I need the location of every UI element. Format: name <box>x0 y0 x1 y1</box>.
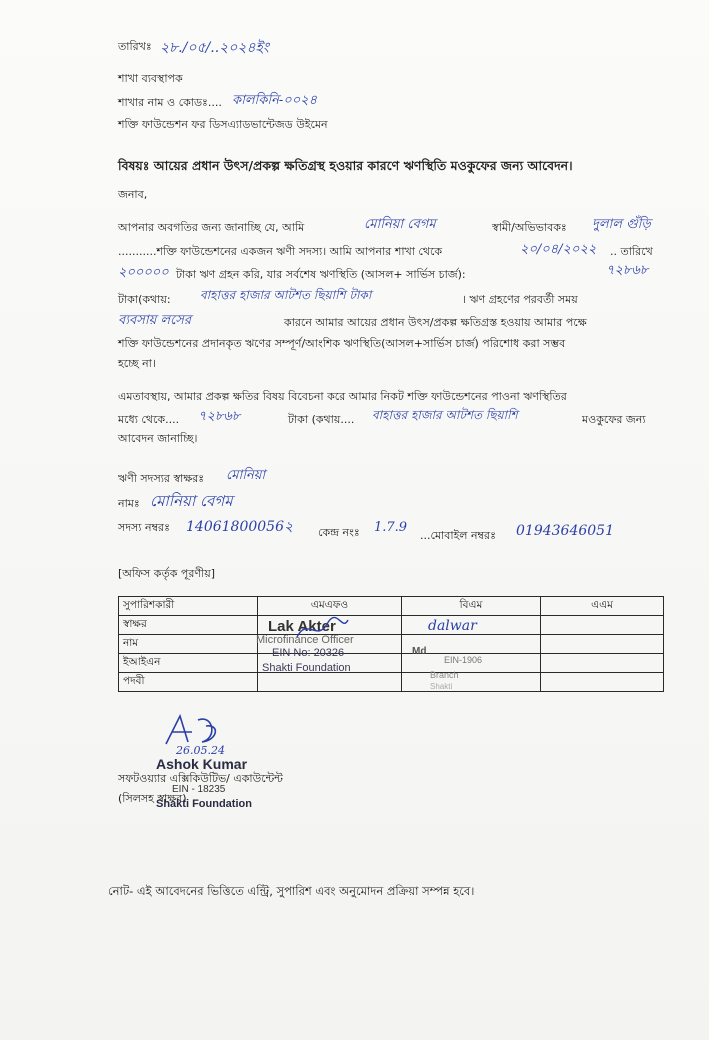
branch-value: কালকিনি-০০২৪ <box>232 93 318 108</box>
mobile-label: ...মোবাইল নম্বরঃ <box>420 529 496 542</box>
subject-line: বিষয়ঃ আয়ের প্রধান উৎস/প্রকল্প ক্ষতিগ্রস্থ হওয়ার কারণে ঋণস্থিতি মওকুফের জন্য আবেদন। <box>118 158 573 173</box>
mfo-stamp-org: Shakti Foundation <box>262 662 351 674</box>
date-suffix: .. তারিখে <box>610 245 653 258</box>
guardian-handwritten: দুলাল গুঁড়ি <box>592 217 651 232</box>
col-header: বিএম <box>402 597 541 616</box>
row-label: ইআইএন <box>119 654 258 673</box>
para1-line2: ...........শক্তি ফাউন্ডেশনের একজন ঋণী সদস্য। আমি আপনার শাখা থেকে <box>118 245 443 258</box>
accountant-sign-date: 26.05.24 <box>176 744 225 757</box>
member-signature-label: ঋণী সদস্যর স্বাক্ষরঃ <box>118 472 205 485</box>
branch-label: শাখার নাম ও কোডঃ.... <box>118 96 222 109</box>
row-label: পদবী <box>119 673 258 692</box>
para1-line5: কারনে আমার আয়ের প্রধান উৎস/প্রকল্প ক্ষতিগ্রস্ত হওয়ায় আমার পক্ষে <box>284 316 587 329</box>
col-header: এএম <box>541 597 664 616</box>
center-label: কেন্দ্র নংঃ <box>318 526 360 539</box>
accountant-seal-note: (সিলসহ স্বাক্ষর) <box>118 792 187 805</box>
para1-line6: শক্তি ফাউন্ডেশনের প্রদানকৃত ঋণের সম্পূর্ণ/আংশিক ঋণস্থিতি(আসল+সার্ভিস চার্জ) পরিশোধ করা সম্ভব <box>118 337 566 350</box>
table-row <box>119 673 664 692</box>
balance-handwritten: ৭২৮৬৮ <box>606 263 649 278</box>
table-row <box>119 616 664 635</box>
mfo-stamp-name: Lak Akter <box>268 618 336 635</box>
table-row <box>119 654 664 673</box>
footer-note: নোট- এই আবেদনের ভিত্তিতে এন্ট্রি, সুপারিশ এবং অনুমোদন প্রক্রিয়া সম্পন্ন হবে। <box>108 884 475 898</box>
reason-handwritten: ব্যবসায় লসের <box>118 313 192 328</box>
member-name-value: মোনিয়া বেগম <box>150 492 233 510</box>
waiver-words-handwritten: বাহাত্তর হাজার আটশত ছিয়াশি <box>372 408 518 422</box>
member-name-label: নামঃ <box>118 497 140 510</box>
bm-stamp-name: Md <box>412 646 427 657</box>
para2-line2b: টাকা (কথায়.... <box>288 413 355 426</box>
center-value: 1.7.9 <box>374 520 408 535</box>
amount-in-words-handwritten: বাহাত্তর হাজার আটশত ছিয়াশি টাকা <box>200 288 372 302</box>
member-id-value: 14061800056২ <box>186 519 294 535</box>
office-heading: [অফিস কর্তৃক পূরণীয়] <box>118 567 215 580</box>
row-label: স্বাক্ষর <box>119 616 258 635</box>
accountant-stamp-name: Ashok Kumar <box>156 756 248 772</box>
para1-line7: হচ্ছে না। <box>118 357 156 370</box>
row-label: নাম <box>119 635 258 654</box>
table-row <box>119 635 664 654</box>
date-label: তারিখঃ <box>118 40 152 53</box>
para2-line2a: মধ্যে থেকে.... <box>118 413 180 426</box>
member-name-handwritten: মোনিয়া বেগম <box>364 217 436 232</box>
para2-line2c: মওকুফের জন্য <box>582 413 646 426</box>
recipient-title: শাখা ব্যবস্থাপক <box>118 72 183 85</box>
col-header: এমএফও <box>258 597 402 616</box>
table-row <box>119 597 664 616</box>
bm-stamp-title: Branch <box>430 670 459 680</box>
accountant-role: সফটওয়্যার এক্সিকিউটিভ/ একাউন্টেন্ট <box>118 772 283 785</box>
bm-stamp-ein: EIN-1906 <box>444 655 483 665</box>
mfo-stamp-ein: EIN No: 20326 <box>272 647 345 659</box>
loan-date-handwritten: ২০/০৪/২০২২ <box>520 242 597 257</box>
member-id-label: সদস্য নম্বরঃ <box>118 521 170 534</box>
bm-signature: dalwar <box>428 618 477 634</box>
para1-line4a: টাকা(কথায়: <box>118 293 171 306</box>
recommendation-table <box>118 596 664 692</box>
mfo-stamp-title: Microfinance Officer <box>256 634 354 646</box>
bm-stamp-org: Shakti <box>430 682 453 691</box>
row-label: সুপারিশকারী <box>119 597 258 616</box>
accountant-stamp-ein: EIN - 18235 <box>172 784 226 795</box>
para1-line4b: । ঋণ গ্রহণের পরবর্তী সময় <box>462 293 578 306</box>
para1-line1: আপনার অবগতির জন্য জানাচ্ছি যে, আমি <box>118 221 305 234</box>
member-signature: মোনিয়া <box>226 468 266 483</box>
para2-line1: এমতাবস্থায়, আমার প্রকল্প ক্ষতির বিষয় বিবেচনা করে আমার নিকট শক্তি ফাউন্ডেশনের পাওনা ঋণস্থিতির <box>118 390 567 403</box>
loan-amount-handwritten: ২০০০০০ <box>118 265 169 280</box>
para1-line3: টাকা ঋণ গ্রহন করি, যার সর্বশেষ ঋণস্থিতি (আসল+ সার্ভিস চার্জ): <box>176 268 466 281</box>
organization-name: শক্তি ফাউন্ডেশন ফর ডিসএ্যাডভান্টেজড উইমেন <box>118 118 328 131</box>
para2-line3: আবেদন জানাচ্ছি। <box>118 432 198 445</box>
guardian-label: স্বামী/অভিভাবকঃ <box>492 221 567 234</box>
salutation: জনাব, <box>118 188 148 201</box>
accountant-stamp-org: Shakti Foundation <box>156 798 252 810</box>
waiver-amount-handwritten: ৭২৮৬৮ <box>198 409 241 424</box>
date-value: ২৮./০৫/..২০২৪ইং <box>160 40 269 56</box>
mobile-value: 01943646051 <box>516 523 614 539</box>
mfo-signature <box>292 612 352 648</box>
